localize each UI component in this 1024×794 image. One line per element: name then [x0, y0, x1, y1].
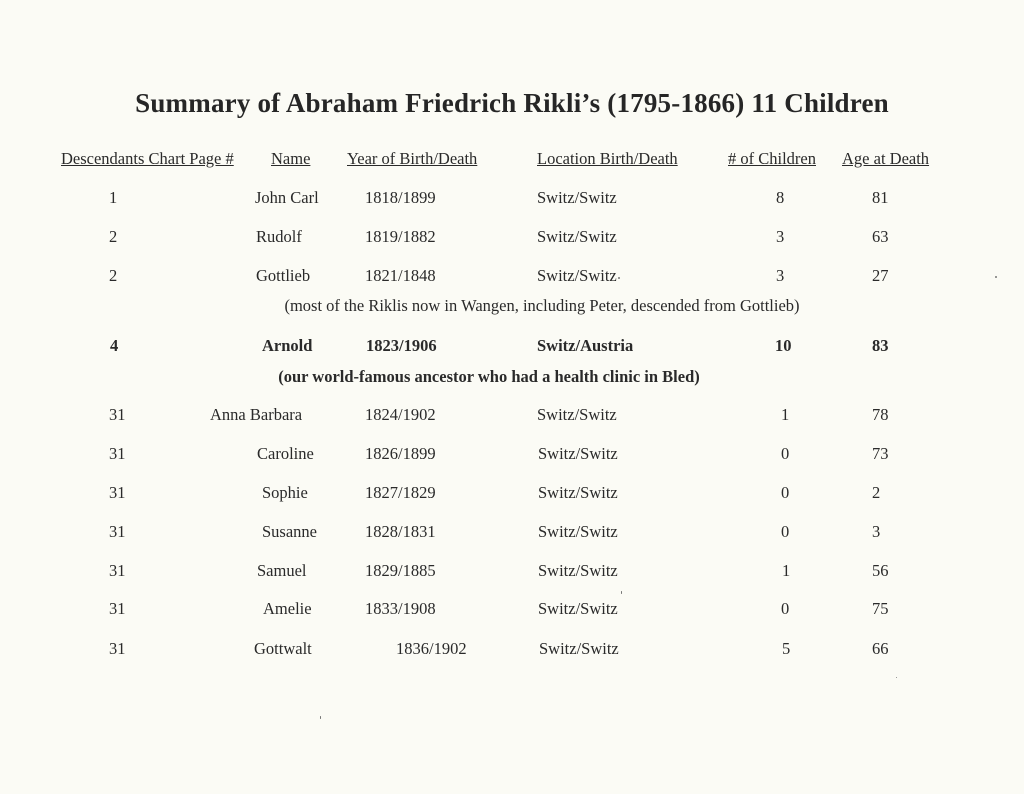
- cell-chart-page: 31: [109, 483, 126, 502]
- header-children: # of Children: [728, 149, 816, 168]
- cell-name: Rudolf: [256, 227, 302, 246]
- cell-location: Switz/Switz: [538, 522, 618, 541]
- cell-years: 1833/1908: [365, 599, 436, 618]
- cell-years: 1823/1906: [366, 336, 437, 355]
- cell-years: 1828/1831: [365, 522, 436, 541]
- cell-children: 5: [782, 639, 791, 658]
- scan-speck: [995, 276, 997, 278]
- page-title: Summary of Abraham Friedrich Rikli’s (1795-1866) 11 Children: [135, 88, 889, 118]
- cell-location: Switz/Switz: [537, 227, 617, 246]
- table-row: [0, 266, 1024, 290]
- scan-speck: [320, 716, 321, 719]
- cell-children: 0: [781, 483, 790, 502]
- cell-years: 1821/1848: [365, 266, 436, 285]
- cell-children: 1: [782, 561, 791, 580]
- cell-chart-page: 31: [109, 444, 126, 463]
- table-row: [0, 639, 1024, 663]
- cell-children: 1: [781, 405, 790, 424]
- cell-location: Switz/Switz: [538, 483, 618, 502]
- cell-name: Sophie: [262, 483, 308, 502]
- cell-age: 75: [872, 599, 889, 618]
- cell-age: 27: [872, 266, 889, 285]
- cell-years: 1826/1899: [365, 444, 436, 463]
- cell-chart-page: 4: [110, 336, 119, 355]
- cell-chart-page: 31: [109, 639, 126, 658]
- table-row: [0, 227, 1024, 251]
- note-gottlieb: (most of the Riklis now in Wangen, including Peter, descended from Gottlieb): [284, 296, 800, 315]
- cell-children: 0: [781, 522, 790, 541]
- table-row: [0, 599, 1024, 623]
- cell-name: Gottwalt: [254, 639, 312, 658]
- header-year: Year of Birth/Death: [347, 149, 478, 168]
- table-row: [0, 483, 1024, 507]
- cell-name: Caroline: [257, 444, 314, 463]
- header-location: Location Birth/Death: [537, 149, 678, 168]
- header-chart-page: Descendants Chart Page #: [61, 149, 234, 168]
- table-row: [0, 444, 1024, 468]
- cell-chart-page: 2: [109, 227, 118, 246]
- cell-chart-page: 31: [109, 405, 126, 424]
- cell-name: John Carl: [255, 188, 319, 207]
- cell-age: 73: [872, 444, 889, 463]
- cell-age: 66: [872, 639, 889, 658]
- cell-years: 1819/1882: [365, 227, 436, 246]
- cell-years: 1818/1899: [365, 188, 436, 207]
- cell-years: 1824/1902: [365, 405, 436, 424]
- cell-chart-page: 1: [109, 188, 118, 207]
- cell-chart-page: 31: [109, 561, 126, 580]
- cell-name: Gottlieb: [256, 266, 311, 285]
- cell-chart-page: 31: [109, 599, 126, 618]
- header-name: Name: [271, 149, 311, 168]
- cell-name: Susanne: [262, 522, 317, 541]
- cell-age: 3: [872, 522, 881, 541]
- cell-chart-page: 31: [109, 522, 126, 541]
- table-row: [0, 522, 1024, 546]
- cell-children: 10: [775, 336, 792, 355]
- cell-location: Switz/Switz: [537, 266, 617, 285]
- cell-location: Switz/Switz: [537, 405, 617, 424]
- cell-location: Switz/Switz: [538, 444, 618, 463]
- cell-chart-page: 2: [109, 266, 118, 285]
- cell-location: Switz/Switz: [538, 561, 618, 580]
- cell-age: 56: [872, 561, 889, 580]
- table-row: [0, 405, 1024, 429]
- cell-age: 2: [872, 483, 881, 502]
- cell-name: Samuel: [257, 561, 307, 580]
- cell-location: Switz/Austria: [537, 336, 634, 355]
- cell-location: Switz/Switz: [538, 599, 618, 618]
- cell-children: 0: [781, 599, 790, 618]
- cell-age: 63: [872, 227, 889, 246]
- scan-speck: [618, 277, 620, 279]
- cell-years: 1827/1829: [365, 483, 436, 502]
- scan-speck: [621, 591, 622, 594]
- cell-children: 8: [776, 188, 785, 207]
- cell-children: 3: [776, 266, 785, 285]
- cell-name: Amelie: [263, 599, 312, 618]
- scan-speck: [896, 677, 897, 678]
- cell-age: 83: [872, 336, 889, 355]
- cell-age: 81: [872, 188, 889, 207]
- table-row: [0, 561, 1024, 585]
- header-age: Age at Death: [842, 149, 930, 168]
- cell-children: 0: [781, 444, 790, 463]
- cell-location: Switz/Switz: [537, 188, 617, 207]
- cell-age: 78: [872, 405, 889, 424]
- table-row-highlight: [0, 336, 1024, 360]
- cell-years: 1836/1902: [396, 639, 467, 658]
- cell-name: Arnold: [262, 336, 313, 355]
- note-arnold: (our world-famous ancestor who had a health clinic in Bled): [278, 367, 700, 386]
- cell-children: 3: [776, 227, 785, 246]
- table-row: [0, 188, 1024, 212]
- cell-years: 1829/1885: [365, 561, 436, 580]
- cell-name: Anna Barbara: [210, 405, 303, 424]
- cell-location: Switz/Switz: [539, 639, 619, 658]
